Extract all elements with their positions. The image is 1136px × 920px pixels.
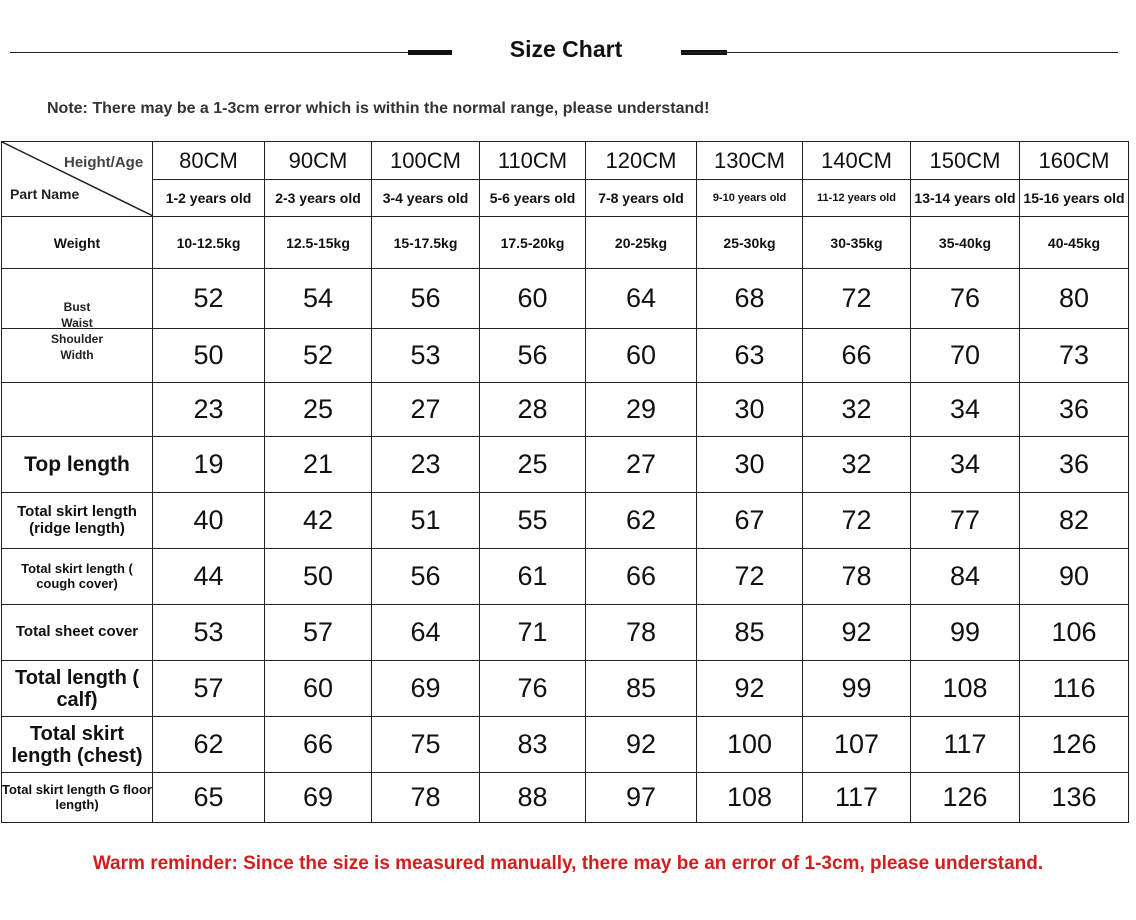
value-cell: 56 [372, 549, 480, 605]
value-cell: 66 [586, 549, 697, 605]
value-cell: 36 [1020, 437, 1129, 493]
weight-cell: 25-30kg [697, 217, 803, 269]
value-cell: 57 [265, 605, 372, 661]
weight-cell: 20-25kg [586, 217, 697, 269]
size-row [2, 661, 1129, 717]
value-cell: 25 [480, 437, 586, 493]
value-cell: 30 [697, 437, 803, 493]
value-cell: 82 [1020, 493, 1129, 549]
value-cell: 34 [911, 437, 1020, 493]
value-cell: 66 [265, 717, 372, 773]
height-cell: 100CM [372, 142, 480, 180]
value-cell: 23 [372, 437, 480, 493]
value-cell: 50 [265, 549, 372, 605]
value-cell: 63 [697, 329, 803, 383]
value-cell: 60 [480, 269, 586, 329]
height-cell: 140CM [803, 142, 911, 180]
value-cell: 56 [480, 329, 586, 383]
value-cell: 50 [153, 329, 265, 383]
value-cell: 73 [1020, 329, 1129, 383]
size-table [1, 141, 1129, 823]
value-cell: 62 [153, 717, 265, 773]
value-cell: 99 [911, 605, 1020, 661]
value-cell: 32 [803, 437, 911, 493]
value-cell: 117 [803, 773, 911, 823]
value-cell: 85 [697, 605, 803, 661]
size-row [2, 329, 1129, 383]
value-cell: 67 [697, 493, 803, 549]
value-cell: 70 [911, 329, 1020, 383]
row-label [2, 383, 153, 437]
value-cell: 57 [153, 661, 265, 717]
value-cell: 56 [372, 269, 480, 329]
size-row [2, 383, 1129, 437]
corner-cell [2, 142, 153, 217]
age-cell: 2-3 years old [265, 180, 372, 217]
age-cell: 3-4 years old [372, 180, 480, 217]
value-cell: 78 [372, 773, 480, 823]
height-cell: 110CM [480, 142, 586, 180]
value-cell: 97 [586, 773, 697, 823]
size-row [2, 437, 1129, 493]
value-cell: 64 [372, 605, 480, 661]
shoulder-label: Shoulder [50, 332, 103, 346]
value-cell: 71 [480, 605, 586, 661]
value-cell: 92 [586, 717, 697, 773]
note-text: Note: There may be a 1-3cm error which is within the normal range, please understand! [47, 100, 710, 117]
value-cell: 72 [803, 269, 911, 329]
bust-waist-shoulder-label [2, 300, 153, 383]
weight-cell: 30-35kg [803, 217, 911, 269]
value-cell: 51 [372, 493, 480, 549]
waist-label: Waist [61, 316, 93, 330]
size-row [2, 269, 1129, 329]
value-cell: 54 [265, 269, 372, 329]
value-cell: 21 [265, 437, 372, 493]
bust-label: Bust [63, 300, 91, 314]
value-cell: 32 [803, 383, 911, 437]
page-title: Size Chart [509, 36, 623, 62]
row-label: Total skirt length (ridge length) [2, 493, 153, 549]
age-cell: 1-2 years old [153, 180, 265, 217]
value-cell: 34 [911, 383, 1020, 437]
age-cell: 5-6 years old [480, 180, 586, 217]
value-cell: 36 [1020, 383, 1129, 437]
width-label: Width [60, 348, 94, 362]
value-cell: 78 [586, 605, 697, 661]
value-cell: 116 [1020, 661, 1129, 717]
value-cell: 85 [586, 661, 697, 717]
size-row [2, 717, 1129, 773]
age-row [2, 180, 1129, 217]
value-cell: 107 [803, 717, 911, 773]
value-cell: 52 [153, 269, 265, 329]
value-cell: 72 [697, 549, 803, 605]
weight-cell: 15-17.5kg [372, 217, 480, 269]
value-cell: 108 [697, 773, 803, 823]
height-cell: 150CM [911, 142, 1020, 180]
value-cell: 106 [1020, 605, 1129, 661]
value-cell: 126 [1020, 717, 1129, 773]
value-cell: 90 [1020, 549, 1129, 605]
value-cell: 76 [480, 661, 586, 717]
value-cell: 62 [586, 493, 697, 549]
age-cell: 9-10 years old [697, 180, 803, 217]
value-cell: 126 [911, 773, 1020, 823]
age-cell: 11-12 years old [803, 180, 911, 217]
age-cell: 7-8 years old [586, 180, 697, 217]
title-row [0, 30, 1136, 74]
value-cell: 76 [911, 269, 1020, 329]
size-row [2, 605, 1129, 661]
value-cell: 68 [697, 269, 803, 329]
title-dash-left [408, 50, 452, 55]
part-name-label: Part Name [10, 186, 80, 202]
row-label: Total skirt length ( cough cover) [2, 549, 153, 605]
height-cell: 80CM [153, 142, 265, 180]
value-cell: 53 [372, 329, 480, 383]
row-label: Total skirt length G floor length) [2, 773, 153, 823]
value-cell: 44 [153, 549, 265, 605]
value-cell: 25 [265, 383, 372, 437]
value-cell: 83 [480, 717, 586, 773]
row-label: Top length [2, 437, 153, 493]
height-age-label: Height/Age [64, 154, 144, 171]
title-rule-left [10, 52, 450, 53]
value-cell: 19 [153, 437, 265, 493]
value-cell: 60 [265, 661, 372, 717]
value-cell: 29 [586, 383, 697, 437]
value-cell: 30 [697, 383, 803, 437]
value-cell: 69 [372, 661, 480, 717]
age-cell: 15-16 years old [1020, 180, 1129, 217]
weight-cell: 12.5-15kg [265, 217, 372, 269]
height-cell: 130CM [697, 142, 803, 180]
weight-label: Weight [2, 217, 153, 269]
size-row [2, 493, 1129, 549]
value-cell: 78 [803, 549, 911, 605]
height-cell: 120CM [586, 142, 697, 180]
size-row [2, 549, 1129, 605]
weight-cell: 40-45kg [1020, 217, 1129, 269]
row-label: Total skirt length (chest) [2, 717, 153, 773]
row-label: Total length ( calf) [2, 661, 153, 717]
value-cell: 55 [480, 493, 586, 549]
height-cell: 90CM [265, 142, 372, 180]
value-cell: 77 [911, 493, 1020, 549]
value-cell: 65 [153, 773, 265, 823]
value-cell: 99 [803, 661, 911, 717]
value-cell: 100 [697, 717, 803, 773]
value-cell: 64 [586, 269, 697, 329]
value-cell: 27 [586, 437, 697, 493]
value-cell: 28 [480, 383, 586, 437]
warm-reminder: Warm reminder: Since the size is measured manually, there may be an error of 1-3cm, please understand. [92, 853, 1044, 874]
value-cell: 53 [153, 605, 265, 661]
value-cell: 27 [372, 383, 480, 437]
value-cell: 92 [803, 605, 911, 661]
height-row [2, 142, 1129, 180]
weight-cell: 35-40kg [911, 217, 1020, 269]
weight-cell: 10-12.5kg [153, 217, 265, 269]
value-cell: 42 [265, 493, 372, 549]
height-cell: 160CM [1020, 142, 1129, 180]
value-cell: 136 [1020, 773, 1129, 823]
value-cell: 61 [480, 549, 586, 605]
value-cell: 92 [697, 661, 803, 717]
value-cell: 117 [911, 717, 1020, 773]
age-cell: 13-14 years old [911, 180, 1020, 217]
value-cell: 75 [372, 717, 480, 773]
value-cell: 84 [911, 549, 1020, 605]
title-rule-right [682, 52, 1118, 53]
value-cell: 23 [153, 383, 265, 437]
value-cell: 52 [265, 329, 372, 383]
value-cell: 108 [911, 661, 1020, 717]
weight-row [2, 217, 1129, 269]
row-label: Total sheet cover [2, 605, 153, 661]
weight-cell: 17.5-20kg [480, 217, 586, 269]
size-row [2, 773, 1129, 823]
value-cell: 72 [803, 493, 911, 549]
value-cell: 80 [1020, 269, 1129, 329]
value-cell: 66 [803, 329, 911, 383]
value-cell: 69 [265, 773, 372, 823]
value-cell: 88 [480, 773, 586, 823]
value-cell: 40 [153, 493, 265, 549]
value-cell: 60 [586, 329, 697, 383]
